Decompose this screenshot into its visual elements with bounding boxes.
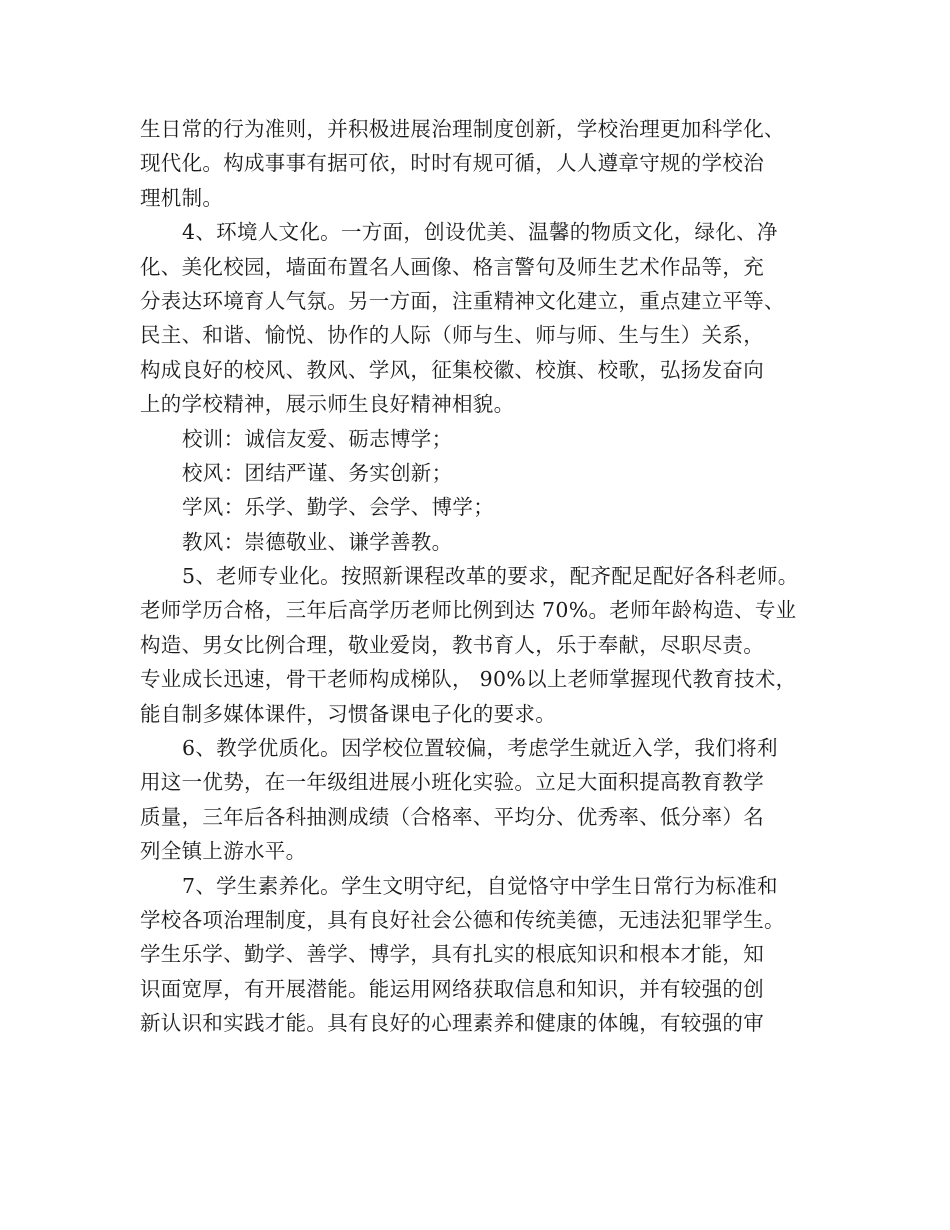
text-line: 专业成长迅速，骨干老师构成梯队， 90%以上老师掌握现代教育技术， (140, 667, 797, 692)
text-line: 理机制。 (140, 185, 224, 210)
text-line: 民主、和谐、愉悦、协作的人际（师与生、师与师、生与生）关系， (140, 323, 764, 348)
text-line: 现代化。构成事事有据可依，时时有规可循，人人遵章守规的学校治 (140, 151, 764, 176)
text-line: 老师学历合格，三年后高学历老师比例到达 70%。老师年龄构造、专业 (140, 598, 797, 623)
text-line: 5、老师专业化。按照新课程改革的要求，配齐配足配好各科老师。 (182, 564, 799, 589)
text-line: 列全镇上游水平。 (140, 839, 307, 864)
text-line: 质量，三年后各科抽测成绩（合格率、平均分、优秀率、低分率）名 (140, 804, 764, 829)
text-line: 6、教学优质化。因学校位置较偏，考虑学生就近入学，我们将利 (182, 736, 778, 761)
text-line: 化、美化校园，墙面布置名人画像、格言警句及师生艺术作品等，充 (140, 254, 764, 279)
text-line: 分表达环境育人气氛。另一方面，注重精神文化建立，重点建立平等、 (140, 288, 785, 313)
text-line: 上的学校精神，展示师生良好精神相貌。 (140, 392, 515, 417)
text-line: 生日常的行为准则，并积极进展治理制度创新，学校治理更加科学化、 (140, 117, 785, 141)
text-line: 构造、男女比例合理，敬业爱岗，教书育人，乐于奉献，尽职尽责。 (140, 632, 764, 657)
document-body (140, 112, 810, 1041)
text-line: 能自制多媒体课件，习惯备课电子化的要求。 (140, 701, 556, 726)
text-line: 教风：崇德敬业、谦学善教。 (182, 529, 453, 554)
text-line: 新认识和实践才能。具有良好的心理素养和健康的体魄，有较强的审 (140, 1011, 764, 1036)
text-line: 学生乐学、勤学、善学、博学，具有扎实的根底知识和根本才能，知 (140, 942, 764, 967)
text-line: 学风：乐学、勤学、会学、博学； (182, 495, 494, 520)
text-line: 4、环境人文化。一方面，创设优美、温馨的物质文化，绿化、净 (182, 220, 778, 245)
text-line: 识面宽厚，有开展潜能。能运用网络获取信息和知识，并有较强的创 (140, 976, 764, 1001)
text-line: 构成良好的校风、教风、学风，征集校徽、校旗、校歌，弘扬发奋向 (140, 357, 764, 382)
text-line: 用这一优势，在一年级组进展小班化实验。立足大面积提高教育教学 (140, 770, 764, 795)
text-line: 7、学生素养化。学生文明守纪，自觉恪守中学生日常行为标准和 (182, 873, 778, 898)
text-line: 校训：诚信友爱、砺志博学； (182, 426, 453, 451)
text-line: 学校各项治理制度，具有良好社会公德和传统美德，无违法犯罪学生。 (140, 907, 785, 932)
text-line: 校风：团结严谨、务实创新； (182, 460, 453, 485)
